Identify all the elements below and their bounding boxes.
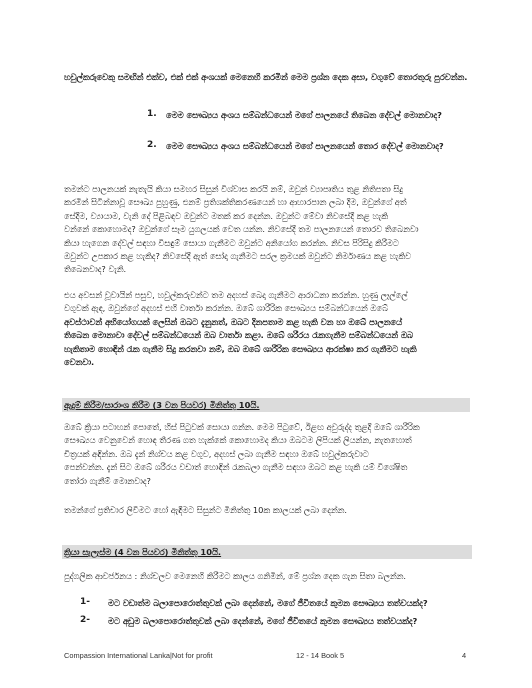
question-number: 2- — [80, 615, 90, 625]
paragraph-line: හැකිතාම හොඳින් රැක ගැනීම සිදු කරනවා නම්, ඔබ ඔබේ ශාරීරික සෞඛ්‍යය ආරක්ෂා කර ගැනීමට හැකි — [64, 343, 417, 354]
paragraph-line: තිබෙනවාද? වැනි. — [64, 264, 127, 275]
paragraph-line: වගුවක් ඇඳ, ඔවුන්ගේ අදහස් එහි වාර්තා කරන්න. ඔබේ ශාරීරික සෞඛ්‍යය සම්බන්ධයෙන් ඔබේ — [64, 303, 389, 314]
paragraph-line: චිත්‍රයක් අඳින්න. ඔබ දැන් නිශ්චය කළ වගුව, අදහස් ලබා ගැනීම සඳහා ඔබේ හවුල්කරුවාට — [64, 448, 369, 459]
paragraph-line: තිබෙන මොනාවා දේවල් සම්බන්ධයෙන් ඔබ වාර්තා කළා. ඔබේ ශරීරය රැකගැනීම සම්බන්ධයෙන් ඔබ — [64, 330, 413, 341]
paragraph-share-ideas — [64, 289, 484, 369]
paragraph-line: තෝරා ගැනීම් මොනවාද? — [64, 475, 151, 486]
paragraph-line: අවස්ථාවන් අභියෝගයක් ලෙසින් ඔබට දැනුනත්, ඔබට දිනපතාම කළ හැකි වන හා ඔබේ පාලනයේ — [64, 316, 403, 327]
question-number: 2. — [147, 140, 157, 150]
paragraph-personal-reflection: පුද්ගලික ආවර්ජනය : නිශ්චලව මෙනෙහි කිරීමට කාලය ගනිමින්, මේ ප්‍රශ්න දෙක ගැන සිතා බලන්න. — [64, 571, 407, 581]
paragraph-control-guidance — [64, 183, 484, 277]
paragraph-line: තමන්ට පාලනයක් නැතැයි කියා සමහර සිසුන් විශ්වාස කරයි නම්, ඔවුන් ව්‍යාපෘතිය තුළ නිතිපතා සිදු — [64, 184, 404, 194]
paragraph-line: එය අවසන් වූවායින් පසුව, හවුල්කරුවන්ට තම අදහස් බෙදා ගැනීමට ආරාධනා කරන්න. හුණු ලෑල්ලේ — [64, 290, 408, 300]
paragraph-line: කියා හැගෙන දේවල් සඳහා විසඳුම් සොයා ගැනීමට ඔවුන්ට අනියෝග කරන්න. නිවස පිරිසිදු කිරීමට — [64, 237, 399, 248]
paragraph-response-time: තමන්ගේ ප්‍රතිචාර ලිවීමට හෝ ඇඳීමට සිසුන්ට මිනිත්තු 10ක කාලයක් ලබා දෙන්න. — [64, 505, 348, 515]
question-number: 1- — [80, 597, 90, 607]
question-text: මට වඩාත්ම බලාපොරොත්තුවක් ලබා දෙන්නේ, මගේ ජීවිතයේ කුමන සෞඛ්‍යය තත්වයක්ද? — [108, 598, 428, 608]
question-text: මට අඩුම බලාපොරොත්තුවක් ලබා දෙන්නේ, මගේ ජීවිතයේ කුමන සෞඛ්‍යය තත්වයක්ද? — [108, 616, 418, 626]
paragraph-reflection-activity — [64, 421, 484, 488]
paragraph-line: වෙනවා. — [64, 357, 95, 368]
footer-organization: Compassion International Lanka|Not for profit — [64, 651, 213, 660]
section-heading: ක්‍රියා සැලැස්ම (4 වන පියවර) මිනිත්තු 10යි. — [64, 547, 222, 557]
question-text: මෙම සෞඛ්‍යය අංශය සම්බන්ධයෙන් මගේ පාලනයේ තිබෙන දේවල් මොනවාද? — [166, 110, 442, 120]
intro-text: හවුල්කරුවෙකු සමඟින් එක්ව, එක් එක් අංශයක් මෙනෙහි කරමින් මෙම ප්‍රශ්න දෙක අසා, වගුවේ තොරතුරු පුරවන්න. — [64, 72, 468, 82]
section-heading: ඇදුම් කිරීම/සාරාංශ කිරීම (3 වන පියවර) මිනිත්තු 10යි. — [64, 400, 260, 410]
footer-page-number: 4 — [462, 651, 467, 660]
paragraph-line: ඔවුන්ට උපකාර කළ හැකිද? නිවසේදී ඇත් සෝදා ගැනීමට සරල ක්‍රමයක් ඔවුන්ට නිර්මාණය කළ හැකිව — [64, 251, 412, 262]
paragraph-line: සෞඛ්‍යය වෙනුවෙන් හොඳ තීරණ ගත හැක්කේ කොහොමද කියා ඔබටම ලිපියක් ලියන්න, නැතහොත් — [64, 435, 412, 446]
paragraph-line: ඔබේ ක්‍රියා පටාහන් පොතේ, හිස් පිටුවක් සොයා ගන්න. මෙම පිටුවේ, ඊළඟ අවුරුද්ද තුළදී ඔබේ ශාරීරික — [64, 422, 420, 432]
paragraph-line: සේදීම, ව්‍යායාම, වැනි දේ පිළිබඳව ඔවුන්ට මතක් කර දෙන්න. ඔවුන්ට මේවා නිවසේදී කළ හැකි — [64, 210, 388, 221]
question-number: 1. — [147, 109, 157, 119]
paragraph-line: පෙන්වන්න. දැන් සිට ඔබේ ශරීරය වඩාත් හොඳින් රැකබලා ගැනීම සඳහා ඔබට කළ හැකි යම් විශේෂිත — [64, 462, 408, 473]
paragraph-line: කරමින් සිටින්නාවූ සෞඛ්‍ය පුහුණු, එනම් ප්‍රතිශක්තිකරණයෙන් හා ආහාරපාන ලබා දීම, ඔවුන්ගේ අත් — [64, 197, 407, 208]
footer-book-label: 12 - 14 Book 5 — [296, 651, 345, 660]
question-text: මෙම සෞඛ්‍යය අංශය සම්බන්ධයෙන් මගේ පාලනයෙන් තොර දේවල් මොනවාද? — [166, 141, 444, 151]
paragraph-line: වන්නේ කොහොමද? ඔවුන්ගේ සෑම යුගලයක් වෙත යන්න. නිවසේදී තම පාලනයෙන් තොරව තිබෙනවා — [64, 224, 419, 235]
